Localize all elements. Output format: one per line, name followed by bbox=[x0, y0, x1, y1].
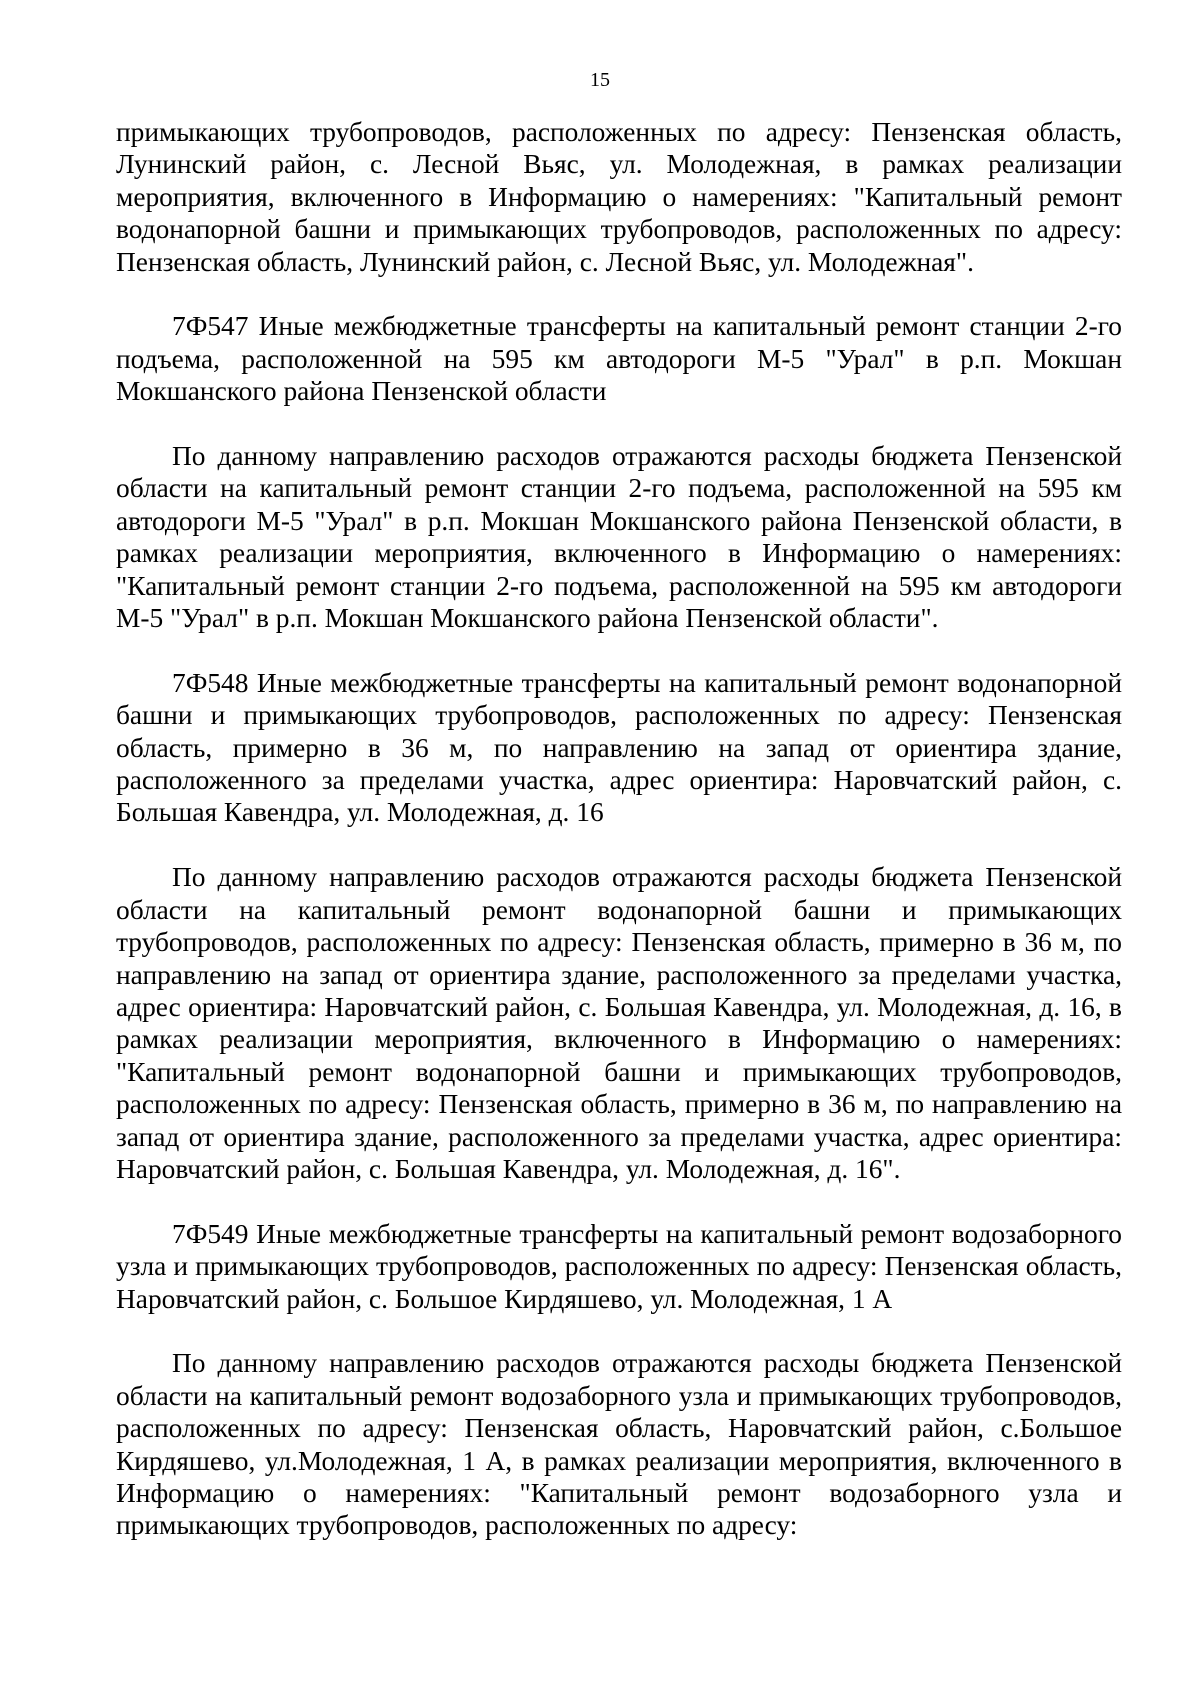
paragraph-7f549-description: По данному направлению расходов отражаются расходы бюджета Пензенской области на капитальный ремонт водозаборного узла и примыкающих трубопроводов, расположенных по адресу: Пензенская область, Наровчатский район, с.Большое Кирдяшево, ул.Молодежная, 1 А, в рамках реализации мероприятия, включенного в Информацию о намерениях: "Капитальный ремонт водозаборного узла и примыкающих трубопроводов, расположенных по адресу: bbox=[116, 1348, 1122, 1541]
paragraph-continuation: примыкающих трубопроводов, расположенных по адресу: Пензенская область, Лунинский район, с. Лесной Вьяс, ул. Молодежная, в рамках реализации мероприятия, включенного в Информацию о намерениях: "Капитальный ремонт водонапорной башни и примыкающих трубопроводов, расположенных по адресу: Пензенская область, Лунинский район, с. Лесной Вьяс, ул. Молодежная". bbox=[116, 117, 1122, 277]
heading-7f549: 7Ф549 Иные межбюджетные трансферты на капитальный ремонт водозаборного узла и примыкающих трубопроводов, расположенных по адресу: Пензенская область, Наровчатский район, с. Большое Кирдяшево, ул. Молодежная, 1 А bbox=[116, 1218, 1122, 1314]
paragraph-7f548-description: По данному направлению расходов отражаются расходы бюджета Пензенской области на капитальный ремонт водонапорной башни и примыкающих трубопроводов, расположенных по адресу: Пензенская область, примерно в 36 м, по направлению на запад от ориентира здание, расположенного за пределами участка, адрес ориентира: Наровчатский район, с. Большая Кавендра, ул. Молодежная, д. 16, в рамках реализации мероприятия, включенного в Информацию о намерениях: "Капитальный ремонт водонапорной башни и примыкающих трубопроводов, расположенных по адресу: Пензенская область, примерно в 36 м, по направлению на запад от ориентира здание, расположенного за пределами участка, адрес ориентира: Наровчатский район, с. Большая Кавендра, ул. Молодежная, д. 16". bbox=[116, 862, 1122, 1184]
heading-7f548: 7Ф548 Иные межбюджетные трансферты на капитальный ремонт водонапорной башни и примыкающих трубопроводов, расположенных по адресу: Пензенская область, примерно в 36 м, по направлению на запад от ориентира здание, расположенного за пределами участка, адрес ориентира: Наровчатский район, с. Большая Кавендра, ул. Молодежная, д. 16 bbox=[116, 667, 1122, 828]
paragraph-7f547-description: По данному направлению расходов отражаются расходы бюджета Пензенской области на капитальный ремонт станции 2-го подъема, расположенной на 595 км автодороги М-5 "Урал" в р.п. Мокшан Мокшанского района Пензенской области, в рамках реализации мероприятия, включенного в Информацию о намерениях: "Капитальный ремонт станции 2-го подъема, расположенной на 595 км автодороги М-5 "Урал" в р.п. Мокшан Мокшанского района Пензенской области". bbox=[116, 441, 1122, 634]
page-number: 15 bbox=[590, 69, 610, 91]
paragraph-spacer bbox=[116, 408, 1122, 440]
paragraph-spacer bbox=[116, 829, 1122, 861]
paragraph-spacer bbox=[116, 634, 1122, 666]
heading-7f547: 7Ф547 Иные межбюджетные трансферты на капитальный ремонт станции 2-го подъема, расположенной на 595 км автодороги М-5 "Урал" в р.п. Мокшан Мокшанского района Пензенской области bbox=[116, 311, 1122, 407]
document-body bbox=[116, 116, 1122, 1542]
paragraph-spacer bbox=[116, 1315, 1122, 1347]
paragraph-spacer bbox=[116, 278, 1122, 310]
paragraph-spacer bbox=[116, 1185, 1122, 1217]
